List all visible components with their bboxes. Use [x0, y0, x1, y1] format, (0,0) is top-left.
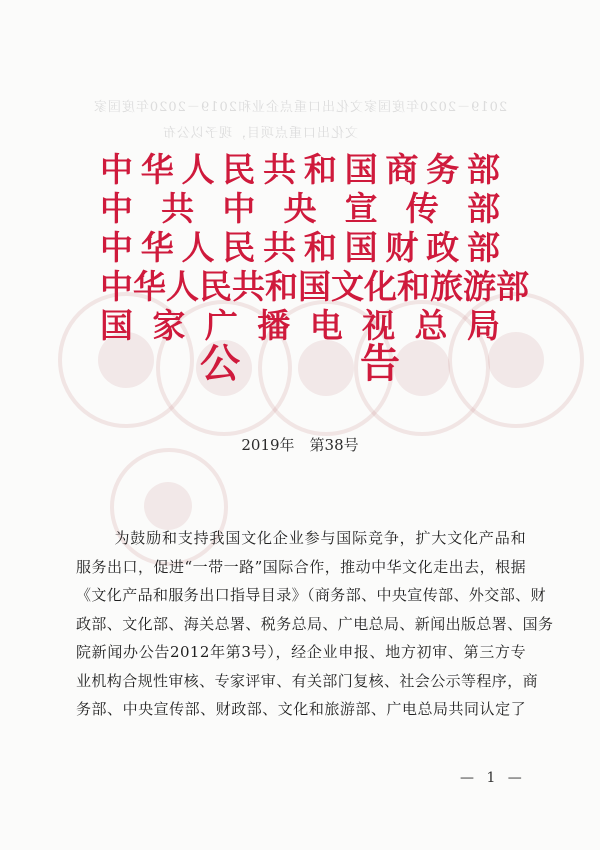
heading-char: 共 [263, 228, 297, 267]
heading-char: 和 [303, 150, 337, 189]
heading-char: 游 [463, 267, 496, 306]
heading-char: 中 [100, 150, 133, 189]
heading-char: 化 [364, 267, 397, 306]
national-emblem-icon [144, 482, 192, 530]
heading-char: 央 [283, 189, 317, 228]
heading-char: 视 [362, 306, 396, 345]
bleed-through-text: 文化出口重点项目，现予以公布 [162, 126, 359, 141]
heading-char: 局 [466, 306, 500, 345]
heading-char: 人 [166, 267, 199, 306]
heading-char: 传 [405, 189, 439, 228]
heading-char: 商 [385, 150, 419, 189]
heading-char: 国 [298, 267, 331, 306]
heading-char: 部 [496, 267, 529, 306]
heading-char: 民 [222, 228, 256, 267]
issuer-commerce [100, 152, 500, 188]
heading-char: 家 [152, 306, 186, 345]
heading-char: 人 [181, 150, 215, 189]
body-line: 业机构合规性审核、专家评审、有关部门复核、社会公示等程序，商 [76, 671, 539, 690]
heading-char: 宣 [344, 189, 378, 228]
heading-char: 中 [100, 267, 133, 306]
heading-char: 华 [133, 267, 166, 306]
body-line: 政部、文化部、海关总署、税务总局、广电总局、新闻出版总署、国务 [76, 614, 554, 633]
heading-char: 财 [385, 228, 419, 267]
heading-char: 部 [466, 150, 500, 189]
issuer-finance [100, 230, 500, 266]
heading-char: 公 [200, 341, 240, 387]
page-number: — 1 — [460, 770, 526, 786]
body-line: 务部、中央宣传部、财政部、文化和旅游部、广电总局共同认定了 [76, 700, 526, 718]
heading-char: 国 [344, 150, 378, 189]
heading-char: 播 [257, 306, 291, 345]
body-line: 服务出口，促进“一带一路”国际合作，推动中华文化走出去，根据 [76, 557, 526, 576]
heading-char: 中 [100, 189, 133, 228]
heading-char: 告 [360, 341, 400, 387]
heading-char: 和 [397, 267, 430, 306]
body-line: 《文化产品和服务出口指导目录》（商务部、中央宣传部、外交部、财 [76, 586, 546, 604]
body-line: 院新闻办公告2012年第3号），经企业申报、地方初审、第三方专 [76, 643, 526, 661]
heading-char: 总 [414, 306, 448, 345]
heading-char: 人 [181, 228, 215, 267]
body-line: 为鼓励和支持我国文化企业参与国际竞争，扩大文化产品和 [114, 529, 526, 547]
heading-char: 共 [232, 267, 265, 306]
issuing-authorities [100, 150, 529, 347]
heading-char: 文 [331, 267, 364, 306]
heading-char: 中 [222, 189, 256, 228]
heading-char: 共 [263, 150, 297, 189]
heading-char: 国 [344, 228, 378, 267]
heading-char: 华 [140, 228, 174, 267]
heading-char: 民 [199, 267, 232, 306]
heading-char: 中 [100, 228, 133, 267]
heading-char: 广 [204, 306, 238, 345]
heading-char: 和 [265, 267, 298, 306]
issuer-publicity [100, 191, 500, 227]
heading-char: 民 [222, 150, 256, 189]
document-number: 2019年 第38号 [241, 436, 359, 454]
heading-char: 部 [466, 189, 500, 228]
heading-char: 共 [161, 189, 195, 228]
heading-char: 政 [426, 228, 460, 267]
issuer-radio-tv [100, 308, 500, 344]
bleed-through-text: 2019－2020年度国家文化出口重点企业和2019－2020年度国家 [92, 100, 508, 115]
heading-char: 务 [426, 150, 460, 189]
heading-char: 华 [140, 150, 174, 189]
body-text [76, 524, 554, 724]
issuer-culture-tourism [100, 267, 529, 306]
document-heading [200, 340, 400, 388]
national-emblem-icon [394, 340, 450, 396]
heading-char: 部 [466, 228, 500, 267]
heading-char: 和 [303, 228, 337, 267]
heading-char: 国 [100, 306, 133, 345]
heading-char: 电 [309, 306, 343, 345]
heading-char: 旅 [430, 267, 463, 306]
